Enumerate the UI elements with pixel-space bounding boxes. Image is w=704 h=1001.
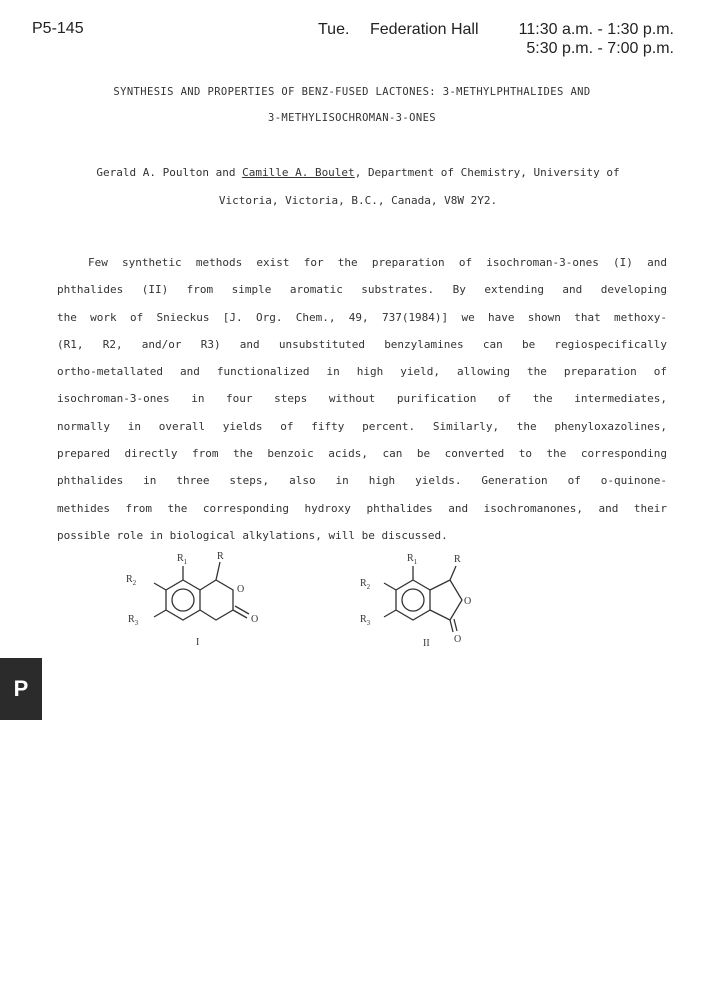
presenting-author-name: Camille A. Boulet	[242, 166, 355, 179]
author-conjunction: and	[215, 166, 236, 179]
structure-label-i: I	[196, 637, 200, 648]
abstract-line: Few synthetic methods exist for the preparation of isochroman-3-ones (I) and	[88, 256, 667, 269]
abstract-line: methides from the corresponding hydroxy phthalides and isochromanones, and their	[57, 501, 667, 515]
bond-r3	[154, 610, 166, 617]
abstract-line: phthalides in three steps, also in high yields. Generation of o-quinone-	[57, 474, 667, 488]
structure-isochromanone	[154, 562, 249, 620]
author-line-1	[0, 166, 704, 179]
bond-r2	[154, 583, 166, 590]
bond-carbonyl	[450, 620, 453, 632]
label-r: R	[454, 554, 461, 565]
session-time-2: 5:30 p.m. - 7:00 p.m.	[526, 40, 674, 57]
abstract-body	[57, 249, 667, 549]
structure-label-ii: II	[423, 638, 430, 649]
label-r: R	[217, 551, 224, 562]
bond-r3	[384, 610, 396, 617]
author-name: Gerald A. Poulton	[96, 166, 209, 179]
label-carbonyl-oxygen: O	[251, 614, 259, 625]
label-r2: $R_2$	[126, 574, 137, 587]
structure-phthalide	[384, 566, 462, 632]
chemical-structures	[120, 548, 500, 658]
lactone-ring	[430, 580, 462, 620]
bond-carbonyl-double	[454, 619, 457, 631]
label-r1: $R_1$	[177, 553, 188, 566]
label-r3: $R_3$	[128, 614, 139, 627]
abstract-title-line-2: 3-METHYLISOCHROMAN-3-ONES	[267, 112, 437, 124]
session-location: Federation Hall	[370, 21, 479, 38]
affiliation-line-2: Victoria, Victoria, B.C., Canada, V8W 2Y2.	[218, 194, 498, 207]
abstract-line: normally in overall yields of fifty percent. Similarly, the phenyloxazolines,	[57, 419, 667, 433]
benzene-ring	[396, 580, 430, 620]
abstract-line: (R1, R2, and/or R3) and unsubstituted benzylamines can be regiospecifically	[57, 337, 667, 351]
abstract-line: possible role in biological alkylations, will be discussed.	[57, 528, 448, 542]
affiliation-line-1: Department of Chemistry, University of	[367, 166, 620, 179]
abstract-line: the work of Snieckus [J. Org. Chem., 49, 737(1984)] we have shown that methoxy-	[57, 310, 667, 324]
abstract-line: ortho-metallated and functionalized in high yield, allowing the preparation of	[57, 365, 667, 379]
label-carbonyl-oxygen: O	[454, 634, 462, 645]
label-r2: $R_2$	[360, 578, 371, 591]
benzene-ring	[166, 580, 200, 620]
section-tab: P	[0, 658, 42, 720]
abstract-line: prepared directly from the benzoic acids, can be converted to the corresponding	[57, 447, 667, 461]
abstract-line: phthalides (II) from simple aromatic substrates. By extending and developing	[57, 283, 667, 297]
abstract-title-line-1: SYNTHESIS AND PROPERTIES OF BENZ-FUSED LACTONES: 3-METHYLPHTHALIDES AND	[113, 86, 591, 98]
label-r1: $R_1$	[407, 553, 418, 566]
abstract-line: isochroman-3-ones in four steps without purification of the intermediates,	[57, 392, 667, 406]
bond-r2	[384, 583, 396, 590]
session-day: Tue.	[318, 21, 350, 38]
label-ring-oxygen: O	[237, 584, 245, 595]
lactone-ring	[200, 580, 233, 620]
session-schedule	[318, 20, 674, 58]
schedule-row-2	[318, 39, 674, 58]
label-ring-oxygen: O	[464, 596, 472, 607]
bond-r	[216, 562, 220, 580]
bond-r	[450, 566, 456, 580]
author-separator: ,	[354, 166, 362, 179]
session-code: P5-145	[32, 20, 84, 37]
session-time-1: 11:30 a.m. - 1:30 p.m.	[518, 21, 674, 38]
aromatic-circle	[172, 589, 194, 611]
aromatic-circle	[402, 589, 424, 611]
schedule-row-1	[318, 20, 674, 39]
label-r3: $R_3$	[360, 614, 371, 627]
